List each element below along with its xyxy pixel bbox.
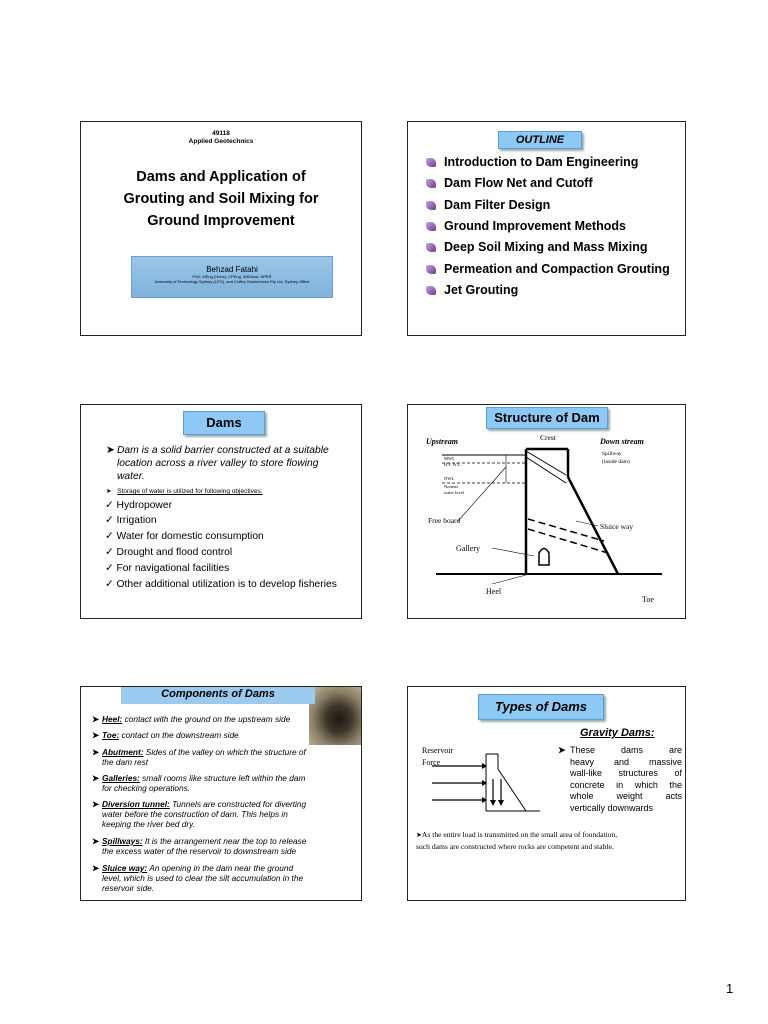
dams-use: ✓ Water for domestic consumption bbox=[105, 531, 264, 542]
bullet-icon bbox=[426, 222, 436, 231]
course-code: 49118 bbox=[212, 130, 230, 137]
outline-item: Deep Soil Mixing and Mass Mixing bbox=[426, 240, 648, 254]
check-icon: ✓ bbox=[105, 563, 114, 574]
gravity-desc-line: These dams are bbox=[570, 745, 682, 755]
nwl-label: NWL bbox=[444, 476, 455, 481]
page-number: 1 bbox=[726, 981, 734, 996]
normal-water-label-1: Normal bbox=[444, 484, 458, 489]
outline-item: Jet Grouting bbox=[426, 283, 518, 297]
component-item: ➤ Abutment: Sides of the valley on which the structure of the dam rest bbox=[92, 747, 306, 767]
slide-types-of-dams bbox=[407, 686, 686, 901]
gravity-desc-line: heavy and massive bbox=[570, 756, 682, 767]
check-icon: ✓ bbox=[105, 531, 114, 542]
slide-title bbox=[80, 121, 362, 336]
bullet-icon bbox=[426, 179, 436, 188]
outline-item: Dam Filter Design bbox=[426, 198, 550, 212]
bullet-icon bbox=[426, 286, 436, 295]
arrow-bullet-icon: ➤ bbox=[92, 747, 99, 757]
slide-components bbox=[80, 686, 362, 901]
gallery-label: Gallery bbox=[456, 544, 480, 553]
free-board-label: Free board bbox=[428, 516, 461, 525]
bullet-icon bbox=[426, 158, 436, 167]
author-affiliation: University of Technology Sydney (UTS), and Coffey Geotechnics Pty Ltd, Sydney Office bbox=[154, 279, 310, 284]
component-item: ➤ Sluice way: An opening in the dam near the ground level, which is used to clear the silt accumulation in the reservoir side. bbox=[92, 863, 304, 893]
author-name: Behzad Fatahi bbox=[206, 265, 258, 274]
dams-use: ✓ Drought and flood control bbox=[105, 547, 233, 558]
spillway-label-1: Spillway bbox=[602, 451, 622, 457]
slide-dams bbox=[80, 404, 362, 619]
check-icon: ✓ bbox=[105, 500, 114, 511]
author-quals: PhD, MEng (Hons), CPEng, MIEAust, NPER bbox=[192, 274, 272, 279]
title-line-2: Grouting and Soil Mixing for bbox=[123, 191, 319, 207]
slide-structure-of-dam bbox=[407, 404, 686, 619]
arrow-bullet-icon: ➤ bbox=[106, 445, 115, 456]
types-heading: Types of Dams bbox=[478, 694, 604, 720]
outline-item: Ground Improvement Methods bbox=[426, 219, 626, 233]
dams-use: ✓ Irrigation bbox=[105, 515, 157, 526]
outline-item: Introduction to Dam Engineering bbox=[426, 155, 638, 169]
gravity-note-line-1: As the entire load is transmitted on the small area of foundation, bbox=[421, 830, 618, 839]
component-item: ➤ Galleries: small rooms like structure left within the dam for checking operations. bbox=[92, 773, 306, 793]
arrow-bullet-icon: ➤ bbox=[92, 773, 99, 783]
reservoir-label: Reservoir bbox=[422, 746, 454, 755]
arrow-bullet-icon: ➤ bbox=[92, 730, 99, 740]
arrow-bullet-icon: ➤ bbox=[416, 831, 422, 839]
toe-label: Toe bbox=[642, 595, 654, 604]
dams-definition-line-3: water. bbox=[117, 471, 145, 482]
bullet-icon bbox=[426, 201, 436, 210]
outline-heading: OUTLINE bbox=[498, 131, 582, 149]
dams-definition-line-1: Dam is a solid barrier constructed at a suitable bbox=[117, 445, 329, 456]
arrow-bullet-icon: ➤ bbox=[92, 863, 99, 873]
component-item: ➤ Spillways: It is the arrangement near the top to release the excess water of the reservoir to downstream side bbox=[92, 836, 307, 856]
dams-heading: Dams bbox=[183, 411, 265, 435]
arrow-bullet-icon: ➤ bbox=[92, 799, 99, 809]
title-line-3: Ground Improvement bbox=[147, 213, 295, 229]
gravity-desc-line: whole weight acts bbox=[570, 791, 682, 801]
outline-item: Permeation and Compaction Grouting bbox=[426, 262, 670, 276]
gravity-desc-line: wall-like structures of bbox=[570, 768, 682, 778]
arrow-bullet-icon: ➤ bbox=[558, 745, 566, 755]
bullet-icon bbox=[426, 265, 436, 274]
downstream-label: Down stream bbox=[600, 437, 644, 446]
title-line-1: Dams and Application of bbox=[136, 169, 306, 185]
gravity-note-line-2: such dams are constructed where rocks are competent and stable. bbox=[416, 842, 614, 851]
check-icon: ✓ bbox=[105, 515, 114, 526]
dams-definition-line-2: location across a river valley to store flowing bbox=[117, 458, 319, 469]
arrow-bullet-icon: ➤ bbox=[92, 714, 99, 724]
spillway-label-2: (inside dam) bbox=[602, 459, 630, 465]
course-name: Applied Geotechnics bbox=[188, 138, 254, 145]
component-item: ➤ Diversion tunnel: Tunnels are constructed for diverting water before the construction of dam. This helps in keeping the river bed dry. bbox=[92, 799, 307, 829]
gravity-dams-subheading: Gravity Dams: bbox=[580, 727, 655, 739]
mwl-label: MWL bbox=[444, 456, 455, 461]
structure-heading: Structure of Dam bbox=[486, 407, 608, 429]
force-label: Force bbox=[422, 758, 441, 767]
check-icon: ✓ bbox=[105, 579, 114, 590]
component-item: ➤ Toe: contact on the downstream side bbox=[92, 730, 239, 740]
check-icon: ✓ bbox=[105, 547, 114, 558]
components-heading: Components of Dams bbox=[161, 688, 275, 700]
dams-use: ✓ Hydropower bbox=[105, 500, 173, 511]
dams-use: ✓ Other additional utilization is to develop fisheries bbox=[105, 579, 337, 590]
arrow-bullet-icon: ➤ bbox=[106, 488, 112, 495]
slide-outline bbox=[407, 121, 686, 336]
dams-use: ✓ For navigational facilities bbox=[105, 563, 230, 574]
crest-label: Crest bbox=[540, 433, 556, 442]
dams-objectives-intro: Storage of water is utilized for following objectives: bbox=[117, 488, 263, 495]
author-box bbox=[131, 256, 333, 298]
component-item: ➤ Heel: contact with the ground on the upstream side bbox=[92, 714, 291, 724]
arrow-bullet-icon: ➤ bbox=[92, 836, 99, 846]
sluice-way-label: Sluice way bbox=[600, 522, 634, 531]
gravity-desc-line: concrete in which the bbox=[570, 779, 682, 790]
gravity-desc-line: vertically downwards bbox=[570, 802, 654, 813]
hfl-label: H.F. W.L bbox=[444, 462, 461, 467]
upstream-label: Upstream bbox=[426, 437, 458, 446]
bullet-icon bbox=[426, 243, 436, 252]
heel-label: Heel bbox=[486, 587, 502, 596]
normal-water-label-2: water level bbox=[444, 490, 464, 495]
outline-item: Dam Flow Net and Cutoff bbox=[426, 176, 593, 190]
